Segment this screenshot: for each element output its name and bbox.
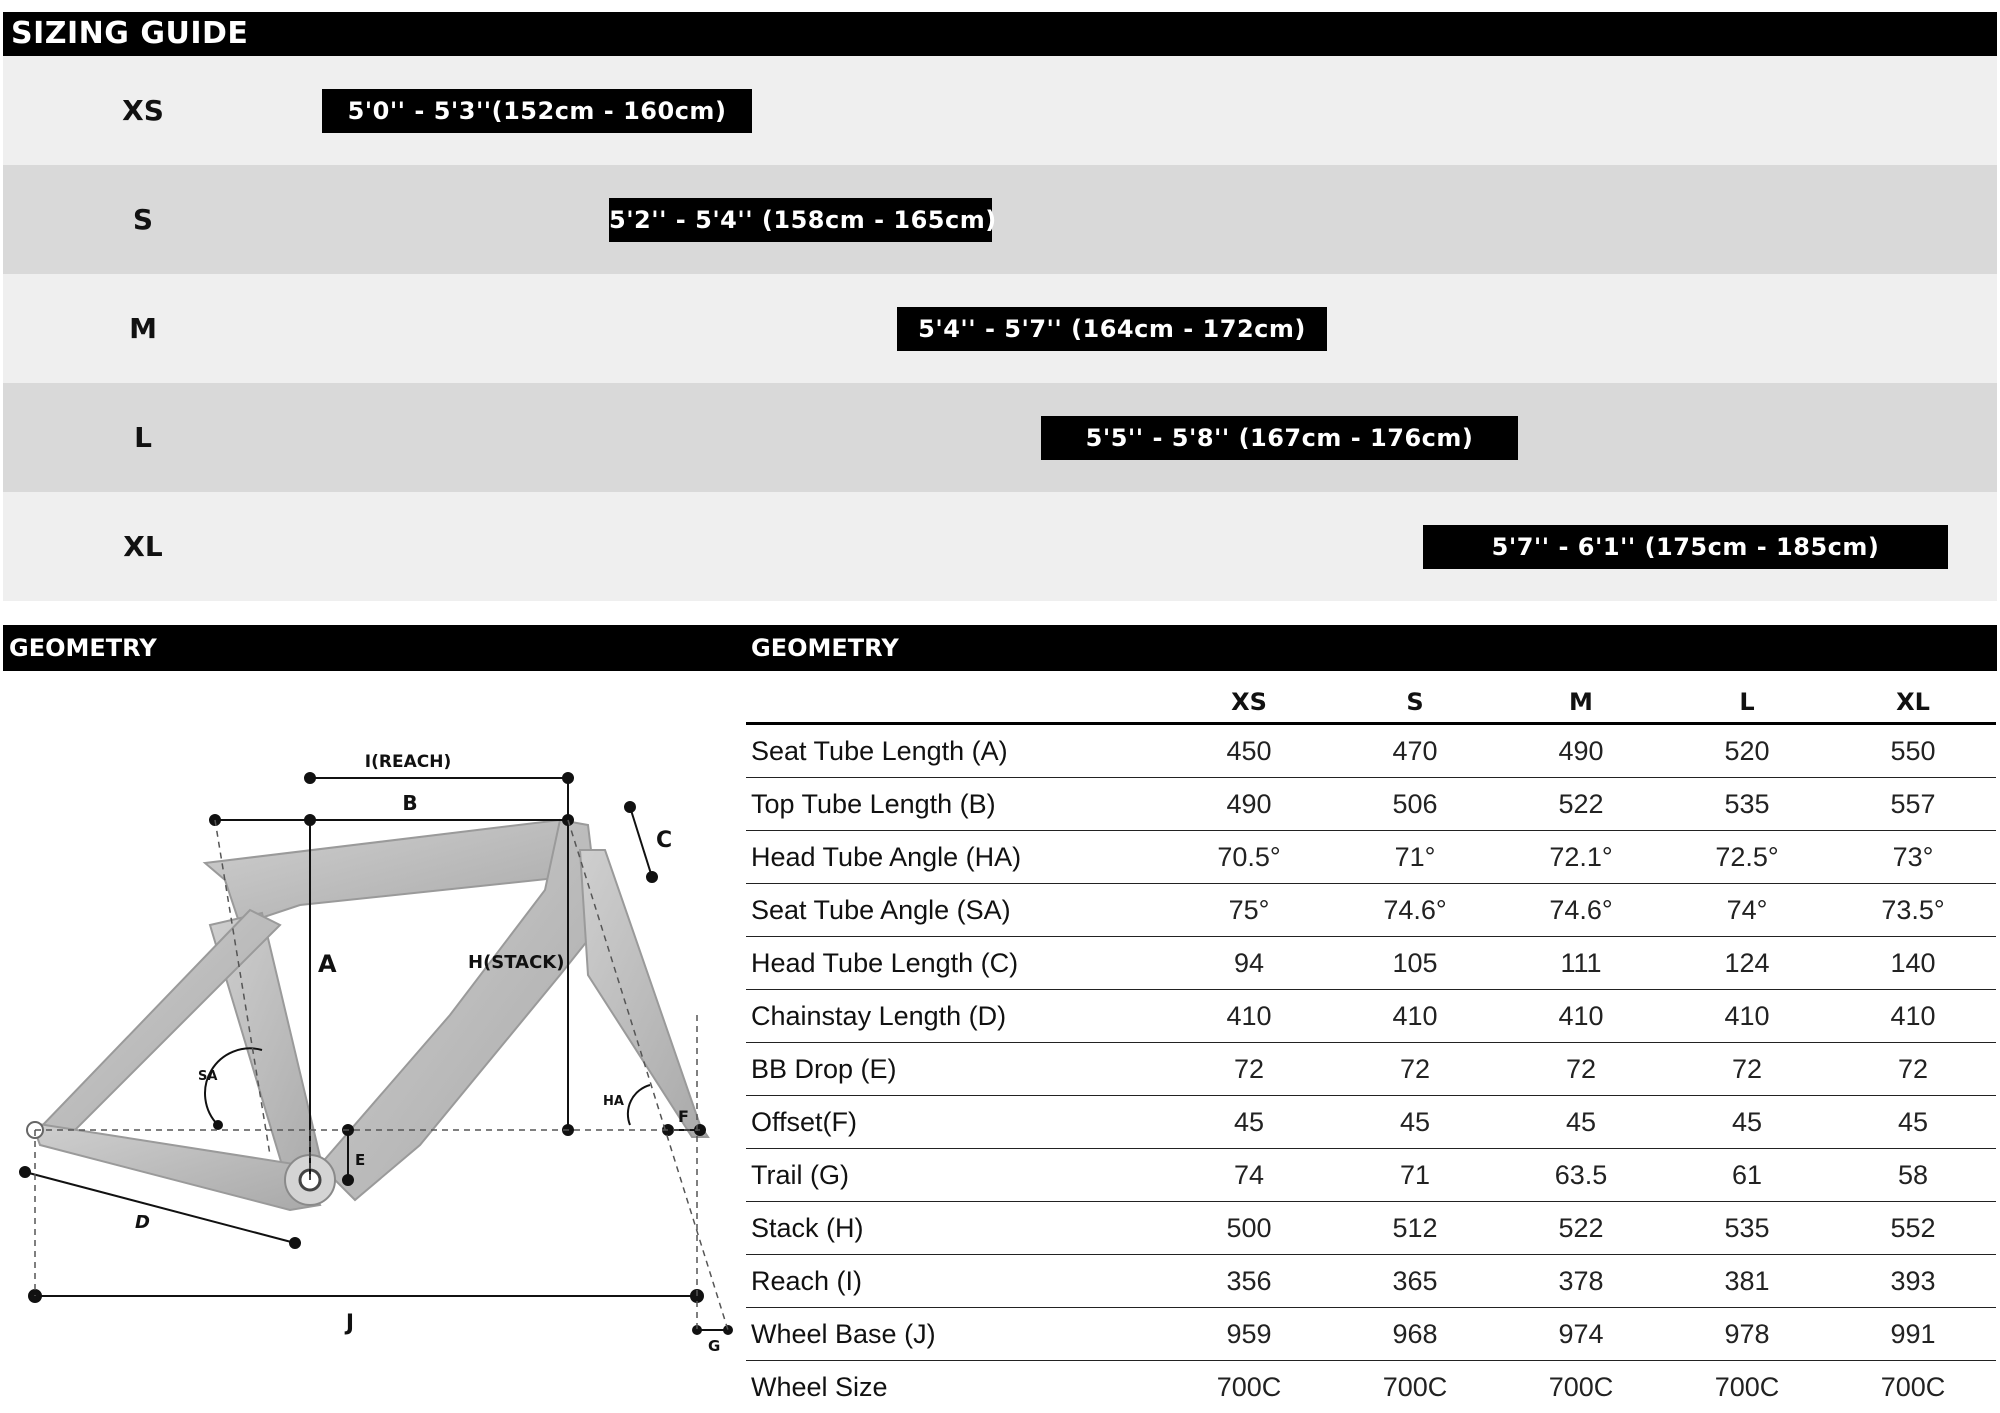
sizing-guide-title: SIZING GUIDE xyxy=(3,12,1997,56)
parameter-value: 356 xyxy=(1166,1255,1332,1308)
size-row-l xyxy=(3,383,1997,492)
parameter-value: 61 xyxy=(1664,1149,1830,1202)
parameter-value: 410 xyxy=(1498,990,1664,1043)
column-header-s: S xyxy=(1332,672,1498,724)
column-header-xl: XL xyxy=(1830,672,1996,724)
parameter-value: 105 xyxy=(1332,937,1498,990)
parameter-value: 72 xyxy=(1664,1043,1830,1096)
parameter-value: 506 xyxy=(1332,778,1498,831)
parameter-value: 959 xyxy=(1166,1308,1332,1361)
parameter-value: 365 xyxy=(1332,1255,1498,1308)
parameter-value: 45 xyxy=(1332,1096,1498,1149)
parameter-value: 72 xyxy=(1166,1043,1332,1096)
parameter-name: Head Tube Length (C) xyxy=(746,937,1166,990)
size-row-m xyxy=(3,274,1997,383)
parameter-value: 72.5° xyxy=(1664,831,1830,884)
dim-e-label: E xyxy=(355,1151,365,1169)
size-label: XS xyxy=(93,56,193,165)
parameter-value: 72 xyxy=(1498,1043,1664,1096)
table-row xyxy=(746,724,1996,778)
table-row xyxy=(746,1255,1996,1308)
parameter-name: Seat Tube Length (A) xyxy=(746,724,1166,778)
bike-frame-diagram xyxy=(0,675,745,1400)
parameter-value: 45 xyxy=(1830,1096,1996,1149)
parameter-name: Stack (H) xyxy=(746,1202,1166,1255)
parameter-value: 535 xyxy=(1664,778,1830,831)
stack-label: H(STACK) xyxy=(468,952,564,973)
table-row xyxy=(746,1361,1996,1413)
parameter-name: Head Tube Angle (HA) xyxy=(746,831,1166,884)
dim-d-label: D xyxy=(135,1212,150,1233)
parameter-name: BB Drop (E) xyxy=(746,1043,1166,1096)
parameter-value: 522 xyxy=(1498,778,1664,831)
size-range-bar: 5'4'' - 5'7'' (164cm - 172cm) xyxy=(897,307,1327,351)
parameter-name: Seat Tube Angle (SA) xyxy=(746,884,1166,937)
parameter-value: 700C xyxy=(1166,1361,1332,1413)
parameter-value: 72.1° xyxy=(1498,831,1664,884)
parameter-value: 522 xyxy=(1498,1202,1664,1255)
parameter-value: 45 xyxy=(1166,1096,1332,1149)
frame-silhouette xyxy=(27,820,708,1210)
parameter-name: Offset(F) xyxy=(746,1096,1166,1149)
parameter-value: 550 xyxy=(1830,724,1996,778)
parameter-value: 393 xyxy=(1830,1255,1996,1308)
table-row xyxy=(746,778,1996,831)
size-label: M xyxy=(93,274,193,383)
column-header-xs: XS xyxy=(1166,672,1332,724)
parameter-value: 700C xyxy=(1498,1361,1664,1413)
dim-g-label: G xyxy=(708,1337,720,1355)
parameter-value: 140 xyxy=(1830,937,1996,990)
parameter-name: Top Tube Length (B) xyxy=(746,778,1166,831)
parameter-value: 45 xyxy=(1498,1096,1664,1149)
size-row-xs xyxy=(3,56,1997,165)
parameter-value: 75° xyxy=(1166,884,1332,937)
table-row xyxy=(746,884,1996,937)
sa-label: SA xyxy=(198,1069,217,1084)
table-row xyxy=(746,937,1996,990)
parameter-value: 111 xyxy=(1498,937,1664,990)
parameter-value: 490 xyxy=(1498,724,1664,778)
table-row xyxy=(746,1308,1996,1361)
parameter-value: 73.5° xyxy=(1830,884,1996,937)
parameter-value: 74° xyxy=(1664,884,1830,937)
parameter-value: 968 xyxy=(1332,1308,1498,1361)
dim-j-label: J xyxy=(344,1311,354,1336)
parameter-value: 450 xyxy=(1166,724,1332,778)
parameter-value: 410 xyxy=(1664,990,1830,1043)
geometry-table xyxy=(746,672,1996,1413)
parameter-value: 45 xyxy=(1664,1096,1830,1149)
parameter-value: 512 xyxy=(1332,1202,1498,1255)
parameter-value: 974 xyxy=(1498,1308,1664,1361)
dim-a-label: A xyxy=(318,950,337,978)
parameter-value: 410 xyxy=(1332,990,1498,1043)
size-row-s xyxy=(3,165,1997,274)
size-range-bar: 5'5'' - 5'8'' (167cm - 176cm) xyxy=(1041,416,1518,460)
parameter-value: 700C xyxy=(1830,1361,1996,1413)
parameter-value: 520 xyxy=(1664,724,1830,778)
table-row xyxy=(746,990,1996,1043)
table-header-row xyxy=(746,672,1996,724)
parameter-value: 70.5° xyxy=(1166,831,1332,884)
parameter-name: Trail (G) xyxy=(746,1149,1166,1202)
geometry-table-title: GEOMETRY xyxy=(745,625,1997,671)
table-row xyxy=(746,1096,1996,1149)
size-range-bar: 5'2'' - 5'4'' (158cm - 165cm) xyxy=(609,198,992,242)
size-range-bar: 5'0'' - 5'3''(152cm - 160cm) xyxy=(322,89,752,133)
parameter-value: 700C xyxy=(1664,1361,1830,1413)
parameter-name: Wheel Base (J) xyxy=(746,1308,1166,1361)
parameter-value: 74.6° xyxy=(1332,884,1498,937)
parameter-value: 535 xyxy=(1664,1202,1830,1255)
parameter-value: 552 xyxy=(1830,1202,1996,1255)
geometry-diagram-title: GEOMETRY xyxy=(3,625,745,671)
dim-c-label: C xyxy=(656,828,672,853)
size-range-bar: 5'7'' - 6'1'' (175cm - 185cm) xyxy=(1423,525,1948,569)
column-header-l: L xyxy=(1664,672,1830,724)
table-row xyxy=(746,1149,1996,1202)
parameter-name: Reach (I) xyxy=(746,1255,1166,1308)
column-header-m: M xyxy=(1498,672,1664,724)
parameter-value: 490 xyxy=(1166,778,1332,831)
parameter-value: 978 xyxy=(1664,1308,1830,1361)
dim-b-label: B xyxy=(402,791,417,815)
size-label: XL xyxy=(93,492,193,601)
parameter-value: 378 xyxy=(1498,1255,1664,1308)
parameter-value: 72 xyxy=(1332,1043,1498,1096)
column-header-parameter xyxy=(746,672,1166,724)
parameter-name: Wheel Size xyxy=(746,1361,1166,1413)
parameter-value: 470 xyxy=(1332,724,1498,778)
parameter-value: 58 xyxy=(1830,1149,1996,1202)
parameter-value: 71 xyxy=(1332,1149,1498,1202)
parameter-value: 73° xyxy=(1830,831,1996,884)
parameter-value: 94 xyxy=(1166,937,1332,990)
parameter-value: 71° xyxy=(1332,831,1498,884)
parameter-value: 74 xyxy=(1166,1149,1332,1202)
size-label: L xyxy=(93,383,193,492)
parameter-value: 500 xyxy=(1166,1202,1332,1255)
ha-label: HA xyxy=(603,1094,624,1109)
parameter-value: 700C xyxy=(1332,1361,1498,1413)
reach-label: I(REACH) xyxy=(365,752,451,772)
parameter-value: 72 xyxy=(1830,1043,1996,1096)
parameter-value: 124 xyxy=(1664,937,1830,990)
table-row xyxy=(746,1043,1996,1096)
parameter-value: 991 xyxy=(1830,1308,1996,1361)
parameter-value: 410 xyxy=(1830,990,1996,1043)
size-row-xl xyxy=(3,492,1997,601)
parameter-value: 63.5 xyxy=(1498,1149,1664,1202)
table-row xyxy=(746,831,1996,884)
dim-f-label: F xyxy=(678,1107,689,1126)
table-row xyxy=(746,1202,1996,1255)
parameter-value: 557 xyxy=(1830,778,1996,831)
parameter-value: 410 xyxy=(1166,990,1332,1043)
parameter-value: 381 xyxy=(1664,1255,1830,1308)
size-label: S xyxy=(93,165,193,274)
parameter-value: 74.6° xyxy=(1498,884,1664,937)
parameter-name: Chainstay Length (D) xyxy=(746,990,1166,1043)
